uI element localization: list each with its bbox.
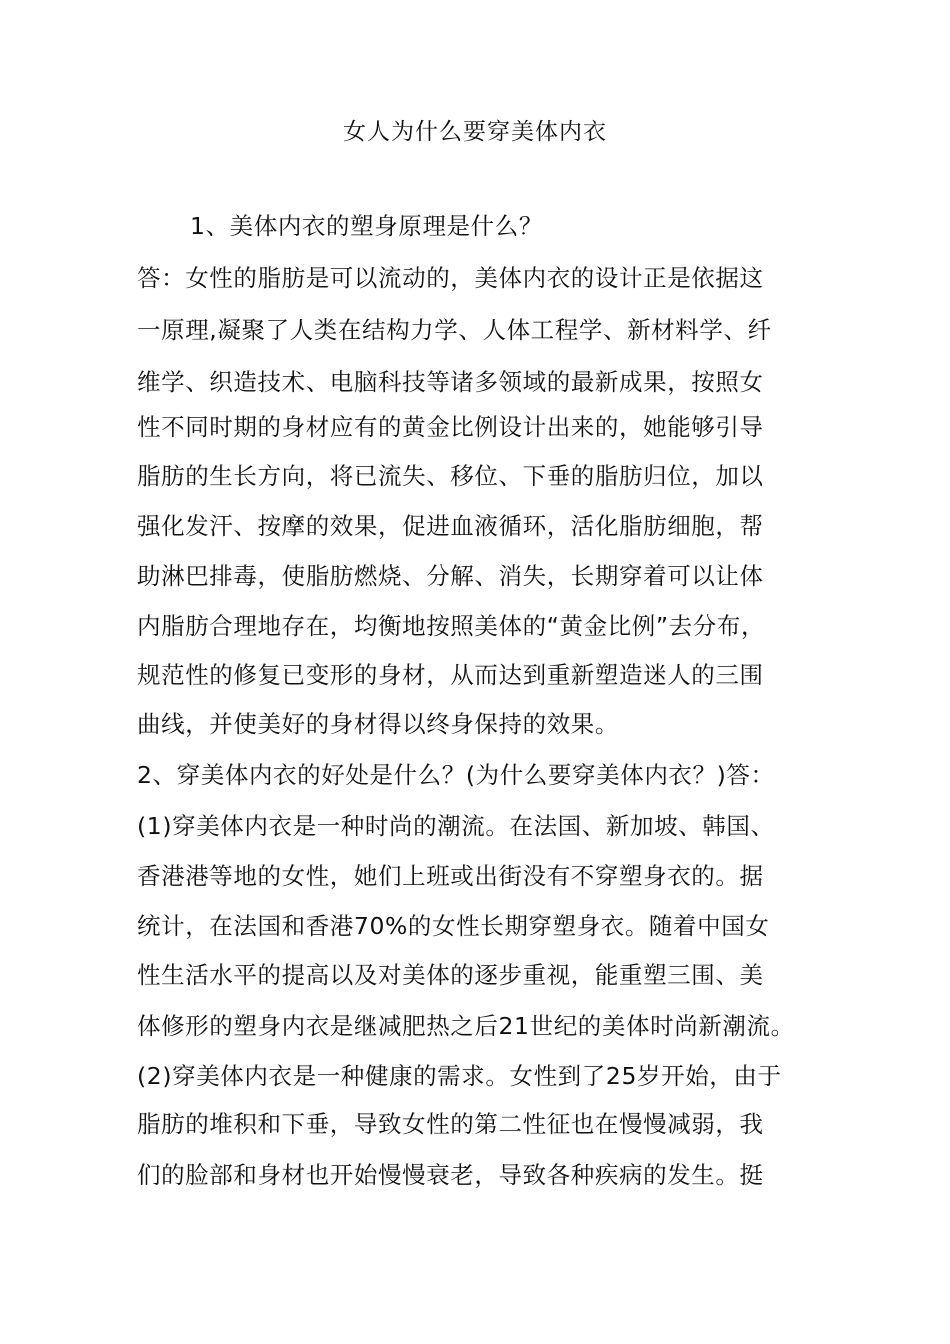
body-line: 维学、织造技术、电脑科技等诸多领域的最新成果，按照女 [137, 368, 764, 396]
body-line: 香港港等地的女性，她们上班或出街没有不穿塑身衣的。据 [137, 862, 764, 890]
body-line: 统计，在法国和香港70%的女性长期穿塑身衣。随着中国女 [137, 912, 770, 940]
body-line: (1)穿美体内衣是一种时尚的潮流。在法国、新加坡、韩国、 [137, 812, 775, 840]
body-line: 曲线，并使美好的身材得以终身保持的效果。 [137, 710, 619, 738]
body-line: (2)穿美体内衣是一种健康的需求。女性到了25岁开始，由于 [137, 1062, 782, 1090]
body-line: 们的脸部和身材也开始慢慢衰老，导致各种疾病的发生。挺 [137, 1161, 764, 1189]
body-line: 脂肪的生长方向，将已流失、移位、下垂的脂肪归位，加以 [137, 462, 764, 490]
question-heading: 2、穿美体内衣的好处是什么？(为什么要穿美体内衣？)答： [137, 761, 775, 789]
body-line: 脂肪的堆积和下垂，导致女性的第二性征也在慢慢减弱，我 [137, 1110, 764, 1138]
body-line: 助淋巴排毒，使脂肪燃烧、分解、消失，长期穿着可以让体 [137, 562, 764, 590]
question-heading: 1、美体内衣的塑身原理是什么？ [190, 212, 543, 240]
document-title: 女人为什么要穿美体内衣 [343, 119, 607, 145]
body-line: 规范性的修复已变形的身材，从而达到重新塑造迷人的三围 [137, 661, 764, 689]
body-line: 性生活水平的提高以及对美体的逐步重视，能重塑三围、美 [137, 961, 764, 989]
body-line: 性不同时期的身材应有的黄金比例设计出来的，她能够引导 [137, 413, 764, 441]
body-line: 强化发汗、按摩的效果，促进血液循环，活化脂肪细胞，帮 [137, 512, 764, 540]
body-line: 体修形的塑身内衣是继减肥热之后21世纪的美体时尚新潮流。 [137, 1012, 795, 1040]
body-line: 答：女性的脂肪是可以流动的，美体内衣的设计正是依据这 [137, 264, 764, 292]
body-line: 一原理,凝聚了人类在结构力学、人体工程学、新材料学、纤 [137, 316, 772, 344]
body-line: 内脂肪合理地存在，均衡地按照美体的“黄金比例”去分布， [137, 612, 766, 640]
